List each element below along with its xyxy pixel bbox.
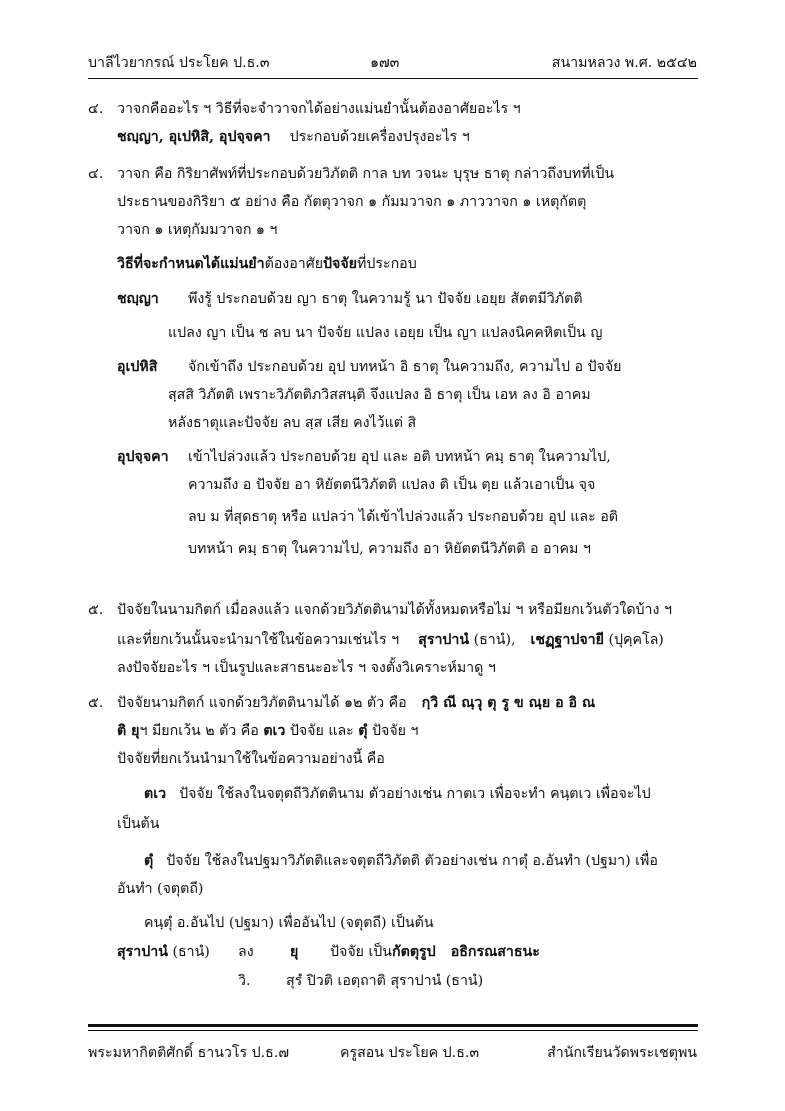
- question-5-line-1: ปัจจัยในนามกิตก์ เมื่อลงแล้ว แจกด้วยวิภัตตินามได้ทั้งหมดหรือไม่ ฯ หรือมียกเว้นตัวใดบ้าง ฯ: [117, 602, 672, 618]
- word-upajjaga-line-1: เข้าไปล่วงแล้ว ประกอบด้วย อุป และ อติ บทหน้า คมฺ ธาตุ ในความไป,: [188, 449, 611, 465]
- header-right: สนามหลวง พ.ศ. ๒๕๔๒: [551, 55, 697, 71]
- tave-paragraph-line-1: [144, 783, 651, 805]
- question-4-line-1: วาจกคืออะไร ฯ วิธีที่จะจำวาจกได้อย่างแม่นยำนั้นต้องอาศัยอะไร ฯ: [117, 101, 521, 117]
- word-upajjaga-line-4: บทหน้า คมฺ ธาตุ ในความไป, ความถึง อา หิยัตตนีวิภัตติ อ อาคม ฯ: [188, 541, 591, 557]
- tum-paragraph-line-2: อันทำ (จตุตถี): [117, 881, 204, 897]
- answer-5-line-2: [117, 720, 418, 742]
- header-left: บาลีไวยากรณ์ ประโยค ป.ธ.๓: [88, 55, 270, 71]
- tave-paragraph-line-2: เป็นต้น: [117, 816, 160, 832]
- answer-4-line-1: วาจก คือ กิริยาศัพท์ที่ประกอบด้วยวิภัตติ กาล บท วจนะ บุรุษ ธาตุ กล่าวถึงบทที่เป็น: [117, 166, 615, 182]
- word-upehisi-line-1: จักเข้าถึง ประกอบด้วย อุป บทหน้า อิ ธาตุ ในความถึง, ความไป อ ปัจจัย: [188, 359, 622, 375]
- footer-center: ครูสอน ประโยค ป.ธ.๓: [340, 1045, 480, 1061]
- word-upajjaga-line-2: ความถึง อ ปัจจัย อา หิยัตตนีวิภัตติ แปลง ติ เป็น ตฺย แล้วเอาเป็น จฺจ: [188, 477, 596, 493]
- vi-text: สุรํ ปิวติ เอตฺถาติ สุราปานํ (ธานํ): [286, 973, 484, 989]
- answer-5-tave: ตเว: [263, 723, 286, 739]
- word-upehisi-line-2: สฺสสิ วิภัตติ เพราะวิภัตติภวิสสนฺติ จึงแปลง อิ ธาตุ เป็น เอห ลง อิ อาคม: [168, 387, 591, 403]
- method-end: ที่ประกอบ: [356, 256, 417, 272]
- method-mid: ต้องอาศัย: [264, 256, 324, 272]
- answer-5-number: ๕.: [88, 695, 104, 711]
- question-5-number: ๕.: [88, 602, 104, 618]
- answer-5-line-1-text: ปัจจัยนามกิตก์ แจกด้วยวิภัตตินามได้ ๑๒ ตัว คือ: [117, 695, 407, 711]
- question-5-paren-1: (ธานํ),: [473, 632, 516, 648]
- answer-4-number: ๔.: [88, 166, 104, 182]
- surapanam-long: ลง: [238, 944, 254, 960]
- answer-4-line-2: ประธานของกิริยา ๕ อย่าง คือ กัตตุวาจก ๑ กัมมวาจก ๑ ภาววาจก ๑ เหตุกัตตุ: [117, 194, 587, 210]
- footer-rule-thin: [88, 1030, 698, 1031]
- surapanam-rupa: กัตตุรูป: [392, 944, 436, 960]
- word-chnya-line-2: แปลง ญา เป็น ช ลบ นา ปัจจัย แปลง เอยฺย เป็น ญา แปลงนิคคหิตเป็น ญ: [168, 325, 603, 341]
- surapanam-detail: [330, 941, 540, 963]
- question-5-word-1: สุราปานํ: [418, 632, 470, 648]
- word-upajjaga-line-3: ลบ ม ที่สุดธาตุ หรือ แปลว่า ได้เข้าไปล่วงแล้ว ประกอบด้วย อุป และ อติ: [188, 509, 618, 525]
- question-4-line-2: [117, 126, 470, 148]
- word-chnya-line-1: พึงรู้ ประกอบด้วย ญา ธาตุ ในความรู้ นา ปัจจัย เอยฺย สัตตมีวิภัตติ: [188, 291, 583, 307]
- surapanam-mid: ปัจจัย เป็น: [330, 944, 393, 960]
- question-5-line-3: ลงปัจจัยอะไร ฯ เป็นรูปและสาธนะอะไร ฯ จงตั้งวิเคราะห์มาดู ฯ: [117, 660, 496, 676]
- answer-5-and: ปัจจัย และ: [289, 723, 354, 739]
- question-4-number: ๔.: [88, 101, 104, 117]
- method-bold-1: วิธีที่จะกำหนดได้แม่นยำ: [117, 256, 265, 272]
- word-upehisi: อุเปหิสิ: [117, 359, 158, 375]
- answer-4-line-3: วาจก ๑ เหตุกัมมวาจก ๑ ฯ: [117, 222, 278, 238]
- tum-paragraph-line-1: [144, 850, 658, 872]
- surapanam-line: [117, 941, 210, 963]
- surapanam-word: สุราปานํ: [117, 944, 168, 960]
- answer-5-suffix-list-2: ติ ยุ: [117, 723, 140, 739]
- word-upajjaga: อุปจฺจคา: [117, 449, 169, 465]
- page-number: ๑๗๓: [370, 55, 400, 71]
- tave-text: ปัจจัย ใช้ลงในจตุตถีวิภัตตินาม ตัวอย่างเช่น กาตเว เพื่อจะทำ คนฺตเว เพื่อจะไป: [179, 786, 651, 802]
- question-5-word-2: เชฏฺฐาปจายี: [530, 632, 604, 648]
- surapanam-sadhana: อธิกรณสาธนะ: [450, 944, 540, 960]
- method-bold-2: ปัจจัย: [323, 256, 357, 272]
- answer-5-tum: ตุํ: [358, 723, 368, 739]
- question-5-line-2: [117, 629, 664, 651]
- answer-5-line-2-end: ปัจจัย ฯ: [372, 723, 419, 739]
- tave-word: ตเว: [144, 786, 167, 802]
- surapanam-paren: (ธานํ): [172, 944, 210, 960]
- tum-paragraph-line-3: คนฺตุํ อ.อันไป (ปฐมา) เพื่ออันไป (จตุตถี) เป็นต้น: [144, 915, 434, 931]
- question-4-words: ชญฺญา, อุเปหิสิ, อุปจฺจคา: [117, 129, 271, 145]
- question-5-line-2-text: และที่ยกเว้นนั้นจะนำมาใช้ในข้อความเช่นไร ฯ: [117, 632, 400, 648]
- tum-word: ตุํ: [144, 853, 154, 869]
- answer-5-suffix-list-1: กฺวิ ณี ณฺวุ ตุ รู ข ณฺย อ อิ ณ: [421, 695, 596, 711]
- footer-rule-thick: [88, 1024, 698, 1027]
- surapanam-yu: ยุ: [290, 944, 299, 960]
- answer-4-method: [117, 253, 417, 275]
- question-5-paren-2: (ปุคฺคโล): [608, 632, 664, 648]
- question-4-rest: ประกอบด้วยเครื่องปรุงอะไร ฯ: [289, 129, 470, 145]
- word-chnya: ชญฺญา: [117, 291, 159, 307]
- answer-5-line-3: ปัจจัยที่ยกเว้นนำมาใช้ในข้อความอย่างนี้ คือ: [117, 751, 385, 767]
- footer-right: สำนักเรียนวัดพระเชตุพน: [547, 1045, 697, 1061]
- tum-text: ปัจจัย ใช้ลงในปฐมาวิภัตติและจตุตถีวิภัตติ ตัวอย่างเช่น กาตุํ อ.อันทำ (ปฐมา) เพื่อ: [166, 853, 658, 869]
- header-rule: [88, 78, 698, 79]
- vi-label: วิ.: [238, 973, 251, 989]
- answer-5-line-1: [117, 692, 595, 714]
- word-upehisi-line-3: หลังธาตุและปัจจัย ลบ สฺส เสีย คงไว้แต่ สิ: [168, 415, 417, 431]
- footer-left: พระมหากิตติศักดิ์ ธานวโร ป.ธ.๗: [88, 1045, 289, 1061]
- answer-5-line-2-mid: ฯ มียกเว้น ๒ ตัว คือ: [139, 723, 259, 739]
